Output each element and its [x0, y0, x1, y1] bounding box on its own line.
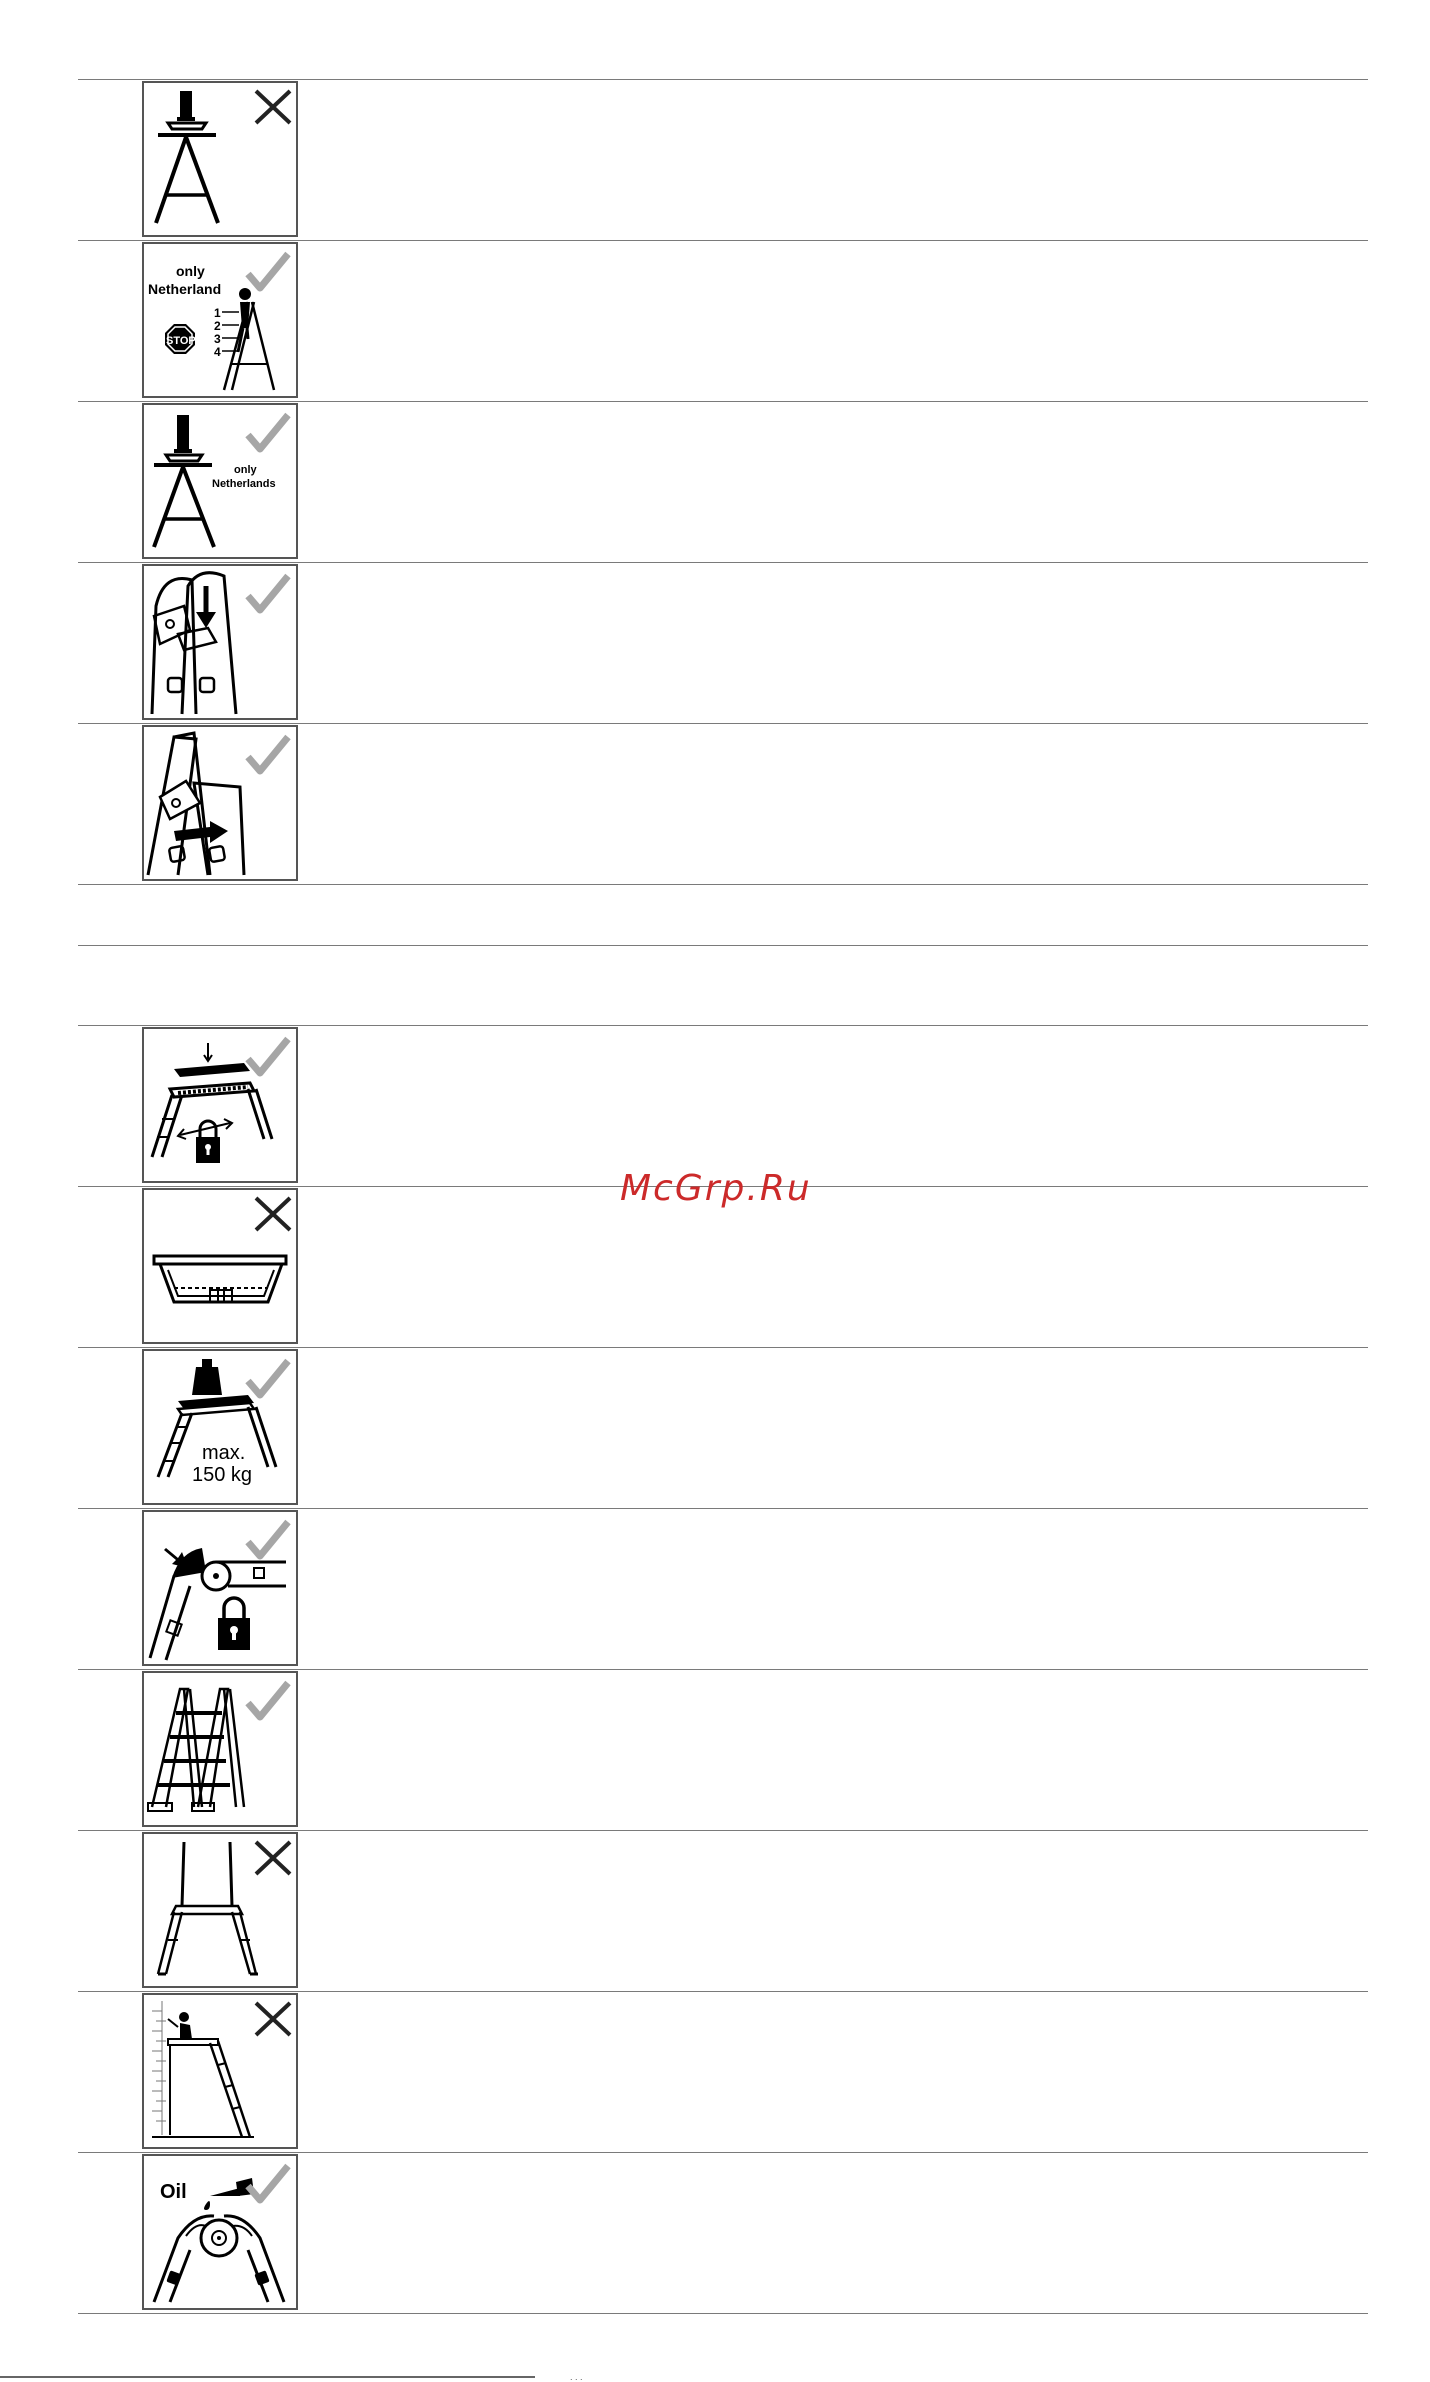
check-icon	[248, 737, 288, 771]
max-label: max.	[202, 1442, 246, 1464]
platform-lock-icon	[144, 1029, 296, 1181]
only-label: only	[176, 263, 205, 279]
row-divider	[78, 723, 1368, 724]
platform-upside-down-icon	[144, 1190, 296, 1342]
pictogram-tile	[142, 403, 298, 559]
step-number: 4	[214, 345, 221, 359]
row-divider	[78, 1991, 1368, 1992]
cross-icon	[256, 1198, 290, 1230]
only-label: only	[234, 464, 257, 476]
hinge-lock-push-icon	[144, 566, 296, 718]
stop-top-steps-icon	[144, 244, 296, 396]
pictogram-tile	[142, 1993, 298, 2149]
oil-label: Oil	[160, 2181, 187, 2203]
hinge-fold-icon	[144, 727, 296, 879]
row-divider	[78, 1025, 1368, 1026]
pictogram-tile	[142, 81, 298, 237]
row-divider	[78, 401, 1368, 402]
hinge-oil-icon	[144, 2156, 296, 2308]
section-divider	[78, 945, 1368, 946]
row-divider	[78, 2313, 1368, 2314]
ladder-top-tool-icon	[144, 83, 296, 235]
pictogram-tile	[142, 1188, 298, 1344]
stepladder-position-icon	[144, 1673, 296, 1825]
check-icon	[248, 1522, 288, 1556]
ladder-top-tool-netherlands-icon	[144, 405, 296, 557]
footer-rule	[0, 2376, 535, 2378]
row-divider	[78, 1830, 1368, 1831]
pictogram-tile	[142, 1671, 298, 1827]
watermark-text: McGrp.Ru	[620, 1168, 812, 1209]
step-number: 2	[214, 319, 221, 333]
check-icon	[248, 254, 288, 288]
country-label: Netherland	[148, 281, 222, 297]
load-value: 150 kg	[192, 1464, 253, 1486]
row-divider	[78, 79, 1368, 80]
country-label: Netherlands	[212, 478, 276, 490]
step-number: 1	[214, 306, 221, 320]
pictogram-tile	[142, 242, 298, 398]
footer-text: . . .	[570, 2372, 583, 2382]
pictogram-tile	[142, 1510, 298, 1666]
pictogram-tile	[142, 1027, 298, 1183]
cross-icon	[256, 91, 290, 123]
step-number: 3	[214, 332, 221, 346]
row-divider	[78, 1669, 1368, 1670]
row-divider	[78, 2152, 1368, 2153]
row-divider	[78, 1347, 1368, 1348]
pictogram-tile	[142, 725, 298, 881]
check-icon	[248, 1683, 288, 1717]
wall-ladder-work-icon	[144, 1995, 296, 2147]
row-divider	[78, 1508, 1368, 1509]
hinge-press-lock-icon	[144, 1512, 296, 1664]
check-icon	[248, 1039, 288, 1073]
pictogram-tile	[142, 1832, 298, 1988]
platform-max-load-icon	[144, 1351, 296, 1503]
check-icon	[248, 415, 288, 449]
check-icon	[248, 576, 288, 610]
row-divider	[78, 240, 1368, 241]
check-icon	[248, 1361, 288, 1395]
pictogram-tile	[142, 564, 298, 720]
spread-legs-icon	[144, 1834, 296, 1986]
pictogram-tile	[142, 2154, 298, 2310]
cross-icon	[256, 2003, 290, 2035]
pictogram-tile	[142, 1349, 298, 1505]
stop-sign-label: STOP	[166, 335, 196, 347]
row-divider	[78, 884, 1368, 885]
check-icon	[248, 2166, 288, 2200]
cross-icon	[256, 1842, 290, 1874]
row-divider	[78, 562, 1368, 563]
